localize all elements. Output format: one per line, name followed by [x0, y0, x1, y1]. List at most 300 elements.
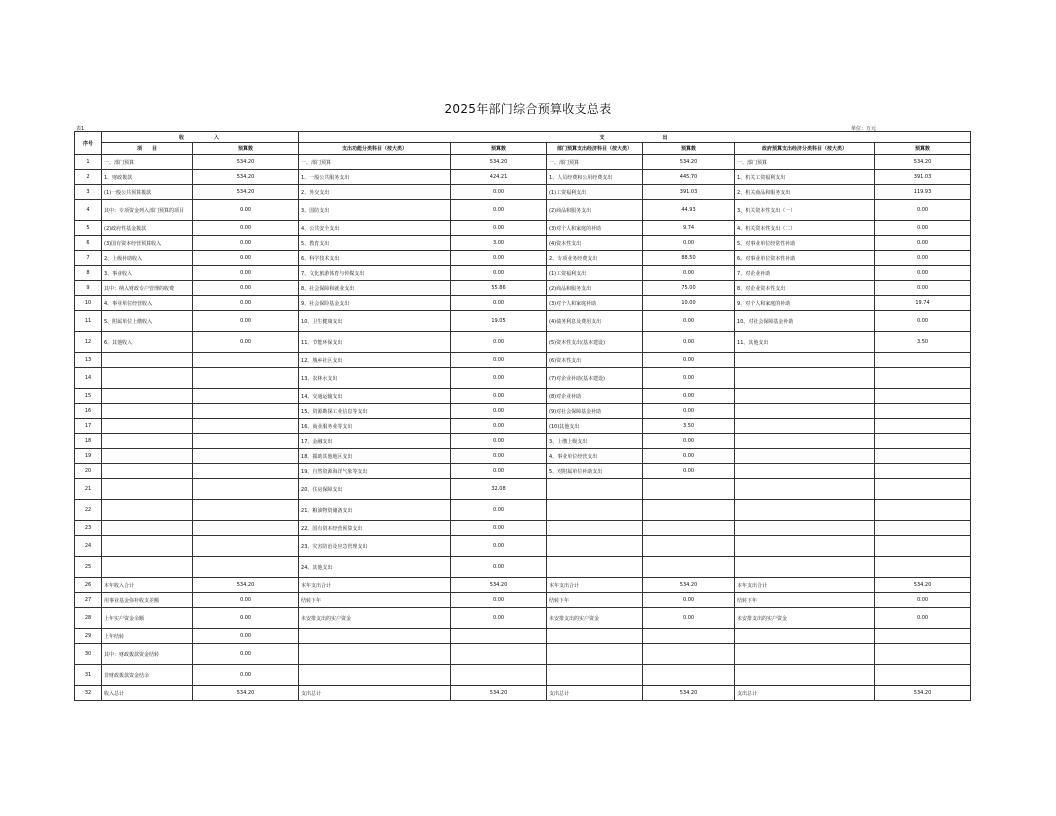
table-id-label: 表1: [76, 126, 85, 132]
func-class-budget: 0.00: [451, 419, 547, 434]
func-class-item: 7、文化旅游体育与传媒支出: [299, 266, 451, 281]
table-row: [75, 281, 971, 296]
dept-econ-item: 2、专项业务经费支出: [547, 251, 643, 266]
table-row: [75, 665, 971, 686]
gov-econ-item: [735, 644, 875, 665]
row-seq: 6: [75, 236, 102, 251]
func-class-budget: 0.00: [451, 608, 547, 629]
income-budget: [193, 449, 299, 464]
dept-econ-item: [547, 500, 643, 521]
income-budget: [193, 404, 299, 419]
func-class-item: 支出总计: [299, 686, 451, 701]
gov-econ-item: [735, 389, 875, 404]
func-class-item: 6、科学技术支出: [299, 251, 451, 266]
gov-econ-budget: 0.00: [875, 221, 971, 236]
dept-econ-item: (10)其他支出: [547, 419, 643, 434]
gov-econ-budget: [875, 368, 971, 389]
income-budget: 0.00: [193, 200, 299, 221]
income-budget: [193, 557, 299, 578]
income-budget: 0.00: [193, 629, 299, 644]
table-row: [75, 221, 971, 236]
header-income: 收 入: [102, 132, 299, 143]
dept-econ-item: 支出总计: [547, 686, 643, 701]
table-row: [75, 200, 971, 221]
income-item: (1)一般公共预算拨款: [102, 185, 193, 200]
income-budget: 0.00: [193, 221, 299, 236]
table-row: [75, 686, 971, 701]
dept-econ-item: (2)商品和服务支出: [547, 281, 643, 296]
func-class-item: 1、一般公共服务支出: [299, 170, 451, 185]
row-seq: 16: [75, 404, 102, 419]
dept-econ-budget: 0.00: [643, 449, 735, 464]
func-class-budget: 0.00: [451, 251, 547, 266]
gov-econ-item: [735, 665, 875, 686]
dept-econ-item: [547, 644, 643, 665]
dept-econ-item: (4)资本性支出: [547, 236, 643, 251]
func-class-budget: 32.08: [451, 479, 547, 500]
dept-econ-item: [547, 629, 643, 644]
gov-econ-item: 1、机关工资福利支出: [735, 170, 875, 185]
gov-econ-budget: 0.00: [875, 608, 971, 629]
row-seq: 3: [75, 185, 102, 200]
income-budget: 534.20: [193, 170, 299, 185]
func-class-item: 19、自然资源海洋气象等支出: [299, 464, 451, 479]
dept-econ-budget: 10.00: [643, 296, 735, 311]
income-item: [102, 500, 193, 521]
gov-econ-budget: [875, 665, 971, 686]
income-budget: 0.00: [193, 236, 299, 251]
dept-econ-budget: 75.00: [643, 281, 735, 296]
gov-econ-item: 11、其他支出: [735, 332, 875, 353]
table-row: [75, 536, 971, 557]
income-budget: [193, 434, 299, 449]
gov-econ-budget: 0.00: [875, 281, 971, 296]
gov-econ-item: [735, 536, 875, 557]
dept-econ-item: [547, 521, 643, 536]
income-budget: 534.20: [193, 155, 299, 170]
dept-econ-budget: 0.00: [643, 434, 735, 449]
row-seq: 15: [75, 389, 102, 404]
row-seq: 8: [75, 266, 102, 281]
func-class-item: 15、资源勘探工业信息等支出: [299, 404, 451, 419]
dept-econ-item: 1、人员经费和公用经费支出: [547, 170, 643, 185]
gov-econ-budget: 0.00: [875, 593, 971, 608]
income-item: 其中：纳入财政专户管理的收费: [102, 281, 193, 296]
func-class-item: 10、卫生健康支出: [299, 311, 451, 332]
income-item: [102, 449, 193, 464]
gov-econ-item: [735, 629, 875, 644]
header-gov-econ: 政府预算支出经济分类科目（按大类）: [735, 143, 875, 155]
dept-econ-budget: 3.50: [643, 419, 735, 434]
header-item: 项 目: [102, 143, 193, 155]
table-row: [75, 311, 971, 332]
dept-econ-item: [547, 479, 643, 500]
income-item: [102, 557, 193, 578]
dept-econ-item: (3)对个人和家庭补助: [547, 296, 643, 311]
income-budget: [193, 536, 299, 557]
dept-econ-item: (2)商品和服务支出: [547, 200, 643, 221]
dept-econ-item: 5、对附属单位补助支出: [547, 464, 643, 479]
gov-econ-item: 10、对社会保障基金补助: [735, 311, 875, 332]
header-budget-func: 预算数: [451, 143, 547, 155]
dept-econ-budget: 0.00: [643, 368, 735, 389]
gov-econ-item: 未安排支出的实户资金: [735, 608, 875, 629]
table-row: [75, 368, 971, 389]
func-class-budget: 55.86: [451, 281, 547, 296]
dept-econ-budget: 534.20: [643, 155, 735, 170]
func-class-budget: 534.20: [451, 686, 547, 701]
table-row: [75, 389, 971, 404]
func-class-budget: 0.00: [451, 353, 547, 368]
dept-econ-budget: 9.74: [643, 221, 735, 236]
income-item: (2)政府性基金拨款: [102, 221, 193, 236]
income-item: 本年收入合计: [102, 578, 193, 593]
dept-econ-item: (8)对企业补助: [547, 389, 643, 404]
row-seq: 26: [75, 578, 102, 593]
gov-econ-budget: 0.00: [875, 251, 971, 266]
row-seq: 28: [75, 608, 102, 629]
gov-econ-item: 结转下年: [735, 593, 875, 608]
gov-econ-item: [735, 434, 875, 449]
income-item: [102, 389, 193, 404]
dept-econ-budget: 0.00: [643, 608, 735, 629]
func-class-budget: 0.00: [451, 266, 547, 281]
income-budget: 0.00: [193, 296, 299, 311]
header-seq: 序号: [75, 132, 102, 155]
row-seq: 23: [75, 521, 102, 536]
gov-econ-budget: 119.93: [875, 185, 971, 200]
func-class-item: 21、粮油物资储备支出: [299, 500, 451, 521]
gov-econ-budget: [875, 389, 971, 404]
row-seq: 11: [75, 311, 102, 332]
func-class-item: 3、国防支出: [299, 200, 451, 221]
gov-econ-budget: [875, 521, 971, 536]
table-row: [75, 155, 971, 170]
unit-label: 单位：万元: [850, 126, 876, 132]
gov-econ-budget: 0.00: [875, 236, 971, 251]
table-row: [75, 236, 971, 251]
dept-econ-budget: [643, 500, 735, 521]
gov-econ-item: 一、部门预算: [735, 155, 875, 170]
gov-econ-budget: [875, 449, 971, 464]
func-class-budget: [451, 644, 547, 665]
table-row: [75, 353, 971, 368]
income-item: 2、上级补助收入: [102, 251, 193, 266]
gov-econ-budget: [875, 479, 971, 500]
gov-econ-budget: 3.50: [875, 332, 971, 353]
table-row: [75, 464, 971, 479]
dept-econ-budget: [643, 521, 735, 536]
gov-econ-budget: [875, 353, 971, 368]
func-class-item: 结转下年: [299, 593, 451, 608]
income-item: (3)国有资本经营预算收入: [102, 236, 193, 251]
gov-econ-budget: 534.20: [875, 578, 971, 593]
income-budget: 0.00: [193, 281, 299, 296]
dept-econ-item: 本年支出合计: [547, 578, 643, 593]
func-class-item: 4、公共安全支出: [299, 221, 451, 236]
gov-econ-budget: [875, 536, 971, 557]
func-class-item: 20、住房保障支出: [299, 479, 451, 500]
func-class-budget: 0.00: [451, 185, 547, 200]
func-class-item: 18、援助其他地区支出: [299, 449, 451, 464]
dept-econ-item: 未安排支出的实户资金: [547, 608, 643, 629]
func-class-item: 13、农林水支出: [299, 368, 451, 389]
func-class-budget: [451, 629, 547, 644]
func-class-item: 2、外交支出: [299, 185, 451, 200]
table-row: [75, 170, 971, 185]
gov-econ-item: 5、对事业单位经常性补助: [735, 236, 875, 251]
budget-summary-table: [74, 131, 971, 701]
dept-econ-budget: 391.03: [643, 185, 735, 200]
func-class-budget: [451, 665, 547, 686]
dept-econ-budget: [643, 644, 735, 665]
func-class-budget: 0.00: [451, 593, 547, 608]
row-seq: 32: [75, 686, 102, 701]
table-row: [75, 629, 971, 644]
func-class-item: 17、金融支出: [299, 434, 451, 449]
income-item: [102, 434, 193, 449]
income-item: 1、财政拨款: [102, 170, 193, 185]
func-class-budget: 0.00: [451, 449, 547, 464]
row-seq: 25: [75, 557, 102, 578]
dept-econ-budget: 0.00: [643, 389, 735, 404]
dept-econ-budget: [643, 629, 735, 644]
gov-econ-budget: 0.00: [875, 311, 971, 332]
dept-econ-budget: [643, 557, 735, 578]
gov-econ-item: 2、机关商品和服务支出: [735, 185, 875, 200]
dept-econ-budget: 88.50: [643, 251, 735, 266]
income-item: [102, 521, 193, 536]
func-class-budget: 0.00: [451, 221, 547, 236]
row-seq: 13: [75, 353, 102, 368]
income-item: 6、其他收入: [102, 332, 193, 353]
func-class-budget: 0.00: [451, 200, 547, 221]
income-item: [102, 464, 193, 479]
dept-econ-budget: 445.70: [643, 170, 735, 185]
func-class-item: [299, 644, 451, 665]
gov-econ-item: 支出总计: [735, 686, 875, 701]
gov-econ-budget: 0.00: [875, 266, 971, 281]
table-row: [75, 557, 971, 578]
gov-econ-item: [735, 557, 875, 578]
income-budget: 534.20: [193, 686, 299, 701]
row-seq: 7: [75, 251, 102, 266]
income-budget: 0.00: [193, 593, 299, 608]
header-budget-dept: 预算数: [643, 143, 735, 155]
income-budget: [193, 389, 299, 404]
func-class-item: 5、教育支出: [299, 236, 451, 251]
dept-econ-item: [547, 536, 643, 557]
func-class-budget: 424.21: [451, 170, 547, 185]
dept-econ-item: (5)资本性支出(基本建设): [547, 332, 643, 353]
func-class-budget: 0.00: [451, 521, 547, 536]
func-class-item: [299, 665, 451, 686]
gov-econ-item: [735, 353, 875, 368]
income-item: 一、部门预算: [102, 155, 193, 170]
income-item: 非财政拨款资金结余: [102, 665, 193, 686]
func-class-budget: 0.00: [451, 404, 547, 419]
gov-econ-item: 本年支出合计: [735, 578, 875, 593]
row-seq: 19: [75, 449, 102, 464]
row-seq: 5: [75, 221, 102, 236]
func-class-budget: 0.00: [451, 536, 547, 557]
gov-econ-budget: [875, 404, 971, 419]
func-class-budget: 0.00: [451, 500, 547, 521]
income-budget: 0.00: [193, 665, 299, 686]
income-budget: 0.00: [193, 266, 299, 281]
income-budget: 0.00: [193, 332, 299, 353]
income-item: 收入总计: [102, 686, 193, 701]
gov-econ-item: [735, 500, 875, 521]
income-budget: 0.00: [193, 608, 299, 629]
gov-econ-item: [735, 404, 875, 419]
dept-econ-item: (3)对个人和家庭的补助: [547, 221, 643, 236]
gov-econ-budget: [875, 419, 971, 434]
gov-econ-item: 3、机关资本性支出（一）: [735, 200, 875, 221]
gov-econ-item: 4、机关资本性支出（二）: [735, 221, 875, 236]
table-row: [75, 578, 971, 593]
gov-econ-item: [735, 368, 875, 389]
table-row: [75, 521, 971, 536]
table-row: [75, 479, 971, 500]
table-row: [75, 185, 971, 200]
row-seq: 21: [75, 479, 102, 500]
table-row: [75, 593, 971, 608]
income-item: [102, 353, 193, 368]
dept-econ-budget: [643, 536, 735, 557]
gov-econ-item: 9、对个人和家庭的补助: [735, 296, 875, 311]
dept-econ-item: [547, 665, 643, 686]
func-class-budget: 0.00: [451, 296, 547, 311]
dept-econ-item: [547, 557, 643, 578]
income-item: 4、事业单位经营收入: [102, 296, 193, 311]
header-expense: 支 出: [299, 132, 971, 143]
gov-econ-item: [735, 464, 875, 479]
dept-econ-item: 3、上缴上级支出: [547, 434, 643, 449]
income-item: 上年实户资金余额: [102, 608, 193, 629]
dept-econ-item: 4、事业单位经营支出: [547, 449, 643, 464]
table-row: [75, 608, 971, 629]
row-seq: 29: [75, 629, 102, 644]
func-class-budget: 0.00: [451, 434, 547, 449]
func-class-item: 22、国有资本经营预算支出: [299, 521, 451, 536]
dept-econ-item: (1)工资福利支出: [547, 185, 643, 200]
header-budget-gov: 预算数: [875, 143, 971, 155]
income-budget: 0.00: [193, 644, 299, 665]
income-budget: 534.20: [193, 185, 299, 200]
func-class-item: 未安排支出的实户资金: [299, 608, 451, 629]
gov-econ-budget: [875, 557, 971, 578]
income-budget: [193, 500, 299, 521]
func-class-item: 23、灾害防治及应急管理支出: [299, 536, 451, 557]
row-seq: 27: [75, 593, 102, 608]
dept-econ-item: (4)债务利息及费用支出: [547, 311, 643, 332]
dept-econ-budget: [643, 665, 735, 686]
income-item: 上年结转: [102, 629, 193, 644]
table-row: [75, 332, 971, 353]
income-budget: 534.20: [193, 578, 299, 593]
income-item: [102, 536, 193, 557]
func-class-item: 一、部门预算: [299, 155, 451, 170]
gov-econ-budget: [875, 434, 971, 449]
row-seq: 1: [75, 155, 102, 170]
func-class-item: 12、城乡社区支出: [299, 353, 451, 368]
row-seq: 20: [75, 464, 102, 479]
func-class-budget: 19.05: [451, 311, 547, 332]
row-seq: 4: [75, 200, 102, 221]
gov-econ-item: [735, 449, 875, 464]
table-row: [75, 500, 971, 521]
func-class-budget: 0.00: [451, 368, 547, 389]
gov-econ-budget: 391.03: [875, 170, 971, 185]
func-class-budget: 0.00: [451, 332, 547, 353]
income-budget: [193, 419, 299, 434]
func-class-budget: 0.00: [451, 389, 547, 404]
dept-econ-budget: 0.00: [643, 266, 735, 281]
gov-econ-item: 7、对企业补助: [735, 266, 875, 281]
dept-econ-budget: 0.00: [643, 404, 735, 419]
table-row: [75, 434, 971, 449]
row-seq: 14: [75, 368, 102, 389]
func-class-budget: 0.00: [451, 464, 547, 479]
gov-econ-budget: 534.20: [875, 686, 971, 701]
income-item: 3、事业收入: [102, 266, 193, 281]
header-budget-income: 预算数: [193, 143, 299, 155]
header-dept-econ: 部门预算支出经济科目（按大类）: [547, 143, 643, 155]
gov-econ-item: [735, 479, 875, 500]
func-class-item: 11、节能环保支出: [299, 332, 451, 353]
func-class-budget: 534.20: [451, 155, 547, 170]
dept-econ-item: (7)对企业补助(基本建设): [547, 368, 643, 389]
row-seq: 2: [75, 170, 102, 185]
table-row: [75, 419, 971, 434]
row-seq: 17: [75, 419, 102, 434]
income-item: 5、附属单位上缴收入: [102, 311, 193, 332]
func-class-item: 本年支出合计: [299, 578, 451, 593]
dept-econ-budget: 534.20: [643, 686, 735, 701]
dept-econ-budget: 44.93: [643, 200, 735, 221]
page-title: 2025年部门综合预算收支总表: [444, 102, 612, 116]
gov-econ-item: [735, 521, 875, 536]
gov-econ-budget: 534.20: [875, 155, 971, 170]
gov-econ-budget: [875, 629, 971, 644]
income-item: [102, 479, 193, 500]
row-seq: 31: [75, 665, 102, 686]
income-item: [102, 419, 193, 434]
income-budget: 0.00: [193, 311, 299, 332]
gov-econ-budget: 0.00: [875, 200, 971, 221]
table-row: [75, 449, 971, 464]
func-class-item: 14、交通运输支出: [299, 389, 451, 404]
income-item: [102, 368, 193, 389]
gov-econ-budget: [875, 644, 971, 665]
dept-econ-budget: [643, 479, 735, 500]
row-seq: 9: [75, 281, 102, 296]
income-budget: [193, 368, 299, 389]
income-budget: [193, 464, 299, 479]
gov-econ-budget: 19.74: [875, 296, 971, 311]
table-row: [75, 404, 971, 419]
gov-econ-item: 8、对企业资本性支出: [735, 281, 875, 296]
row-seq: 30: [75, 644, 102, 665]
income-item: 用事业基金弥补收支差额: [102, 593, 193, 608]
row-seq: 22: [75, 500, 102, 521]
dept-econ-budget: 0.00: [643, 353, 735, 368]
func-class-budget: 3.00: [451, 236, 547, 251]
header-func-class: 支出功能分类科目（按大类）: [299, 143, 451, 155]
table-row: [75, 644, 971, 665]
row-seq: 18: [75, 434, 102, 449]
